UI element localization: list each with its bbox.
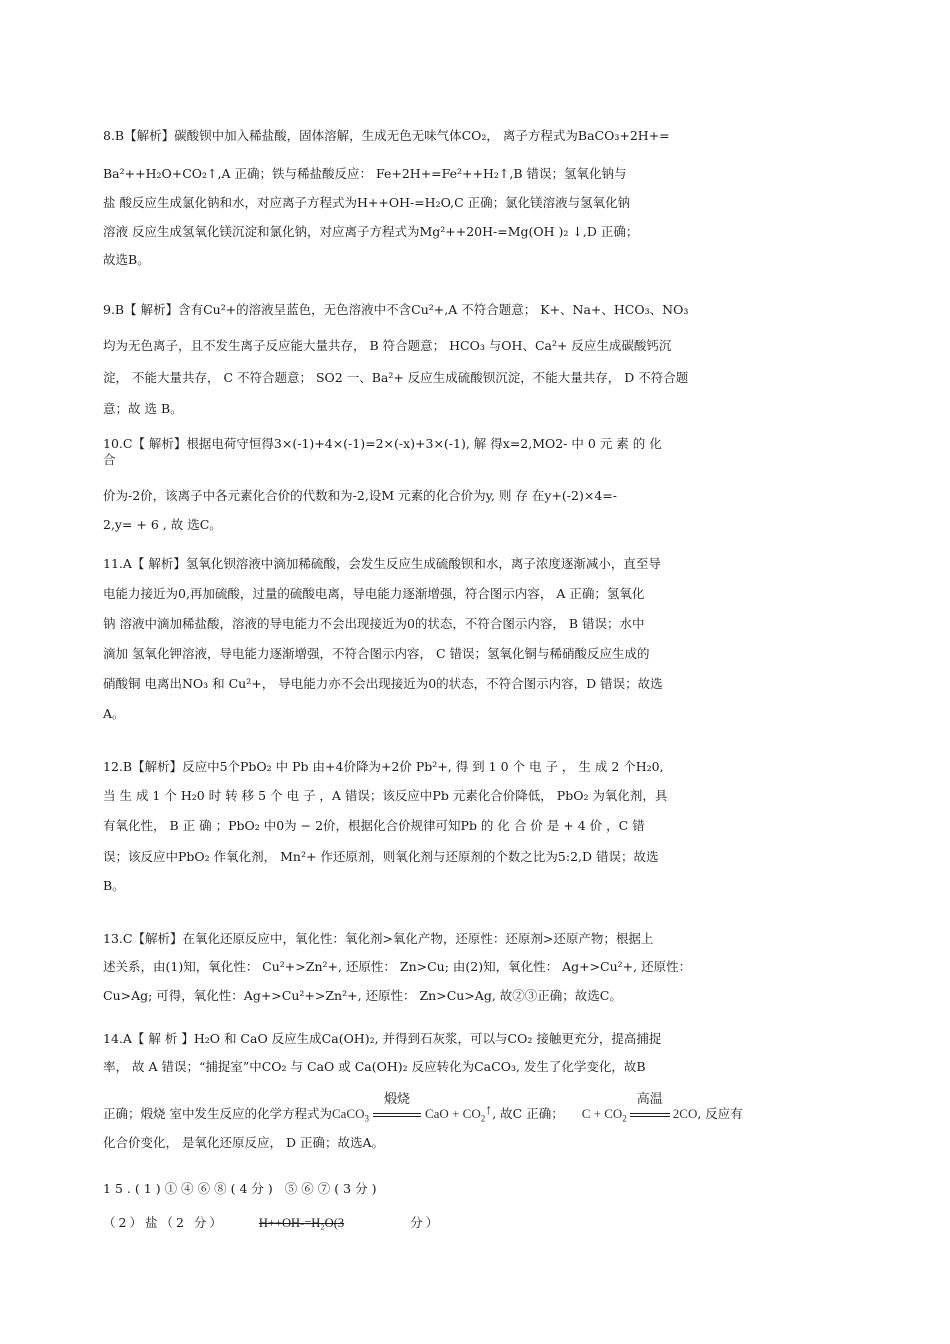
eq1-reactant-subscript: 3: [364, 1113, 369, 1124]
q11-line-4: 滴加 氢氧化钾溶液，导电能力逐渐增强，不符合图示内容， C 错误；氢氧化铜与稀硝酸反应生成的: [103, 646, 650, 661]
q8-line-1: 8.B【解析】碳酸钡中加入稀盐酸，固体溶解，生成无色无味气体CO₂， 离子方程式为BaCO₃+2H+=: [103, 128, 670, 143]
eq2-subscript: 2: [622, 1113, 627, 1124]
q8-line-2: Ba²++H₂O+CO₂↑,A 正确；铁与稀盐酸反应： Fe+2H+=Fe²++H₂↑,B 错误；氢氧化钠与: [103, 166, 627, 181]
eq1-condition: 煅烧: [383, 1091, 410, 1106]
q12-line-4: 误；该反应中PbO₂ 作氧化剂， Mn²+ 作还原剂，则氧化剂与还原剂的个数之比为5:2,D 错误；故选: [103, 849, 659, 864]
q9-line-2: 均为无色离子，且不发生离子反应能大量共存， B 符合题意； HCO₃ 与OH、Ca²+ 反应生成碳酸钙沉: [103, 338, 672, 353]
q13-line-3: Cu>Ag; 可得，氧化性：Ag+>Cu²+>Zn²+, 还原性： Zn>Cu>Ag, 故②③正确；故选C。: [103, 988, 622, 1003]
q10-line-3: 2,y= + 6 , 故 选C。: [103, 517, 222, 532]
q12-line-2: 当 生 成 1 个 H₂0 时 转 移 5 个 电 子 ，A 错误；该反应中Pb 元素化合价降低， PbO₂ 为氧化剂，具: [103, 788, 668, 803]
q12-line-1: 12.B【解析】反应中5个PbO₂ 中 Pb 由+4价降为+2价 Pb²+, 得 到 1 0 个 电 子 ， 生 成 2 个H₂0,: [103, 759, 664, 774]
q15-line-2-points: 分）: [410, 1215, 442, 1230]
q11-line-1: 11.A【 解析】氢氧化钡溶液中滴加稀硫酸，会发生反应生成硫酸钡和水，离子浓度逐渐减小，直至导: [103, 556, 661, 571]
eq1-products: CaO + CO: [424, 1106, 481, 1121]
q11-line-2: 电能力接近为0,再加硫酸，过量的硫酸电离，导电能力逐渐增强，符合图示内容， A 正确；氢氧化: [103, 586, 645, 601]
q14-line-3-text: 正确；煅烧 室中发生反应的化学方程式为: [103, 1106, 332, 1121]
q15-line-2-equation: H++OH-=H₂O(3: [258, 1216, 345, 1230]
eq1-product-subscript: 2: [480, 1113, 486, 1124]
eq2-reactants: C + CO: [581, 1106, 623, 1121]
q11-line-6: A。: [103, 706, 125, 721]
q10-line-1-wrap: 合: [103, 452, 116, 467]
q14-line-3-mid: , 故C 正确；: [492, 1106, 564, 1121]
q9-line-1: 9.B【 解析】含有Cu²+的溶液呈蓝色，无色溶液中不含Cu²+,A 不符合题意； K+、Na+、HCO₃、NO₃: [103, 302, 689, 317]
q11-line-3: 钠 溶液中滴加稀盐酸，溶液的导电能力不会出现接近为0的状态，不符合图示内容， B 错误；水中: [103, 616, 645, 631]
q10-line-1: 10.C【 解析】根据电荷守恒得3×(-1)+4×(-1)=2×(-x)+3×(-1), 解 得x=2,MO2- 中 0 元 素 的 化: [103, 436, 662, 451]
eq1-condition-arrow: [371, 1091, 423, 1122]
q14-line-3-end: , 反应有: [697, 1106, 743, 1121]
eq2-condition-arrow: [628, 1091, 672, 1122]
eq2-product: 2CO: [672, 1106, 698, 1121]
calcination-equation: [331, 1091, 493, 1127]
q8-line-4: 溶液 反应生成氢氧化镁沉淀和氯化钠，对应离子方程式为Mg²++20H-=Mg(OH )₂ ↓,D 正确；: [103, 224, 639, 239]
q10-line-2: 价为-2价，该离子中各元素化合价的代数和为-2,设M 元素的化合价为y, 则 存 在y+(-2)×4=-: [103, 488, 617, 503]
eq2-condition: 高温: [636, 1091, 663, 1106]
q9-line-4: 意；故 选 B。: [103, 401, 183, 416]
q15-line-1: 15.(1)①④⑥⑧(4分) ⑤⑥⑦(3分): [103, 1181, 381, 1196]
q11-line-5: 硝酸铜 电离出NO₃ 和 Cu²+， 导电能力亦不会出现接近为0的状态，不符合图示内容，D 错误；故选: [103, 676, 663, 691]
q15-line-2: [103, 1215, 441, 1231]
q14-line-1: 14.A【 解 析 】H₂O 和 CaO 反应生成Ca(OH)₂, 并得到石灰浆，可以与CO₂ 接触更充分，提高捕捉: [103, 1031, 662, 1046]
q14-line-2: 率， 故 A 错误；“捕捉室”中CO₂ 与 CaO 或 Ca(OH)₂ 反应转化为CaCO₃, 发生了化学变化，故B: [103, 1059, 646, 1074]
q13-line-2: 述关系，由(1)知，氧化性： Cu²+>Zn²+, 还原性： Zn>Cu; 由(2)知，氧化性： Ag+>Cu²+, 还原性：: [103, 959, 692, 974]
q14-line-3: [103, 1091, 743, 1127]
q14-line-4: 化合价变化， 是氧化还原反应， D 正确；故选A。: [103, 1135, 384, 1150]
q12-line-3: 有氧化性， B 正 确 ；PbO₂ 中0为 − 2价，根据化合价规律可知Pb 的 化 合 价 是 + 4 价 ，C 错: [103, 818, 645, 833]
q9-line-3: 淀， 不能大量共存， C 不符合题意； SO2 一、Ba²+ 反应生成硫酸钡沉淀，不能大量共存， D 不符合题: [103, 370, 689, 385]
q8-line-5: 故选B。: [103, 252, 150, 267]
q8-line-3: 盐 酸反应生成氯化钠和水，对应离子方程式为H++OH-=H₂O,C 正确；氯化镁溶液与氢氧化钠: [103, 195, 631, 210]
q13-line-1: 13.C【解析】在氧化还原反应中，氧化性：氧化剂>氧化产物，还原性：还原剂>还原产物；根据上: [103, 931, 654, 946]
gas-arrow-icon: ↑: [485, 1103, 493, 1118]
q15-line-2-part-1: （2）盐（2 分）: [103, 1215, 225, 1230]
high-temp-equation: [581, 1091, 698, 1127]
q12-line-5: B。: [103, 878, 125, 893]
eq1-reactant: CaCO: [331, 1106, 365, 1121]
